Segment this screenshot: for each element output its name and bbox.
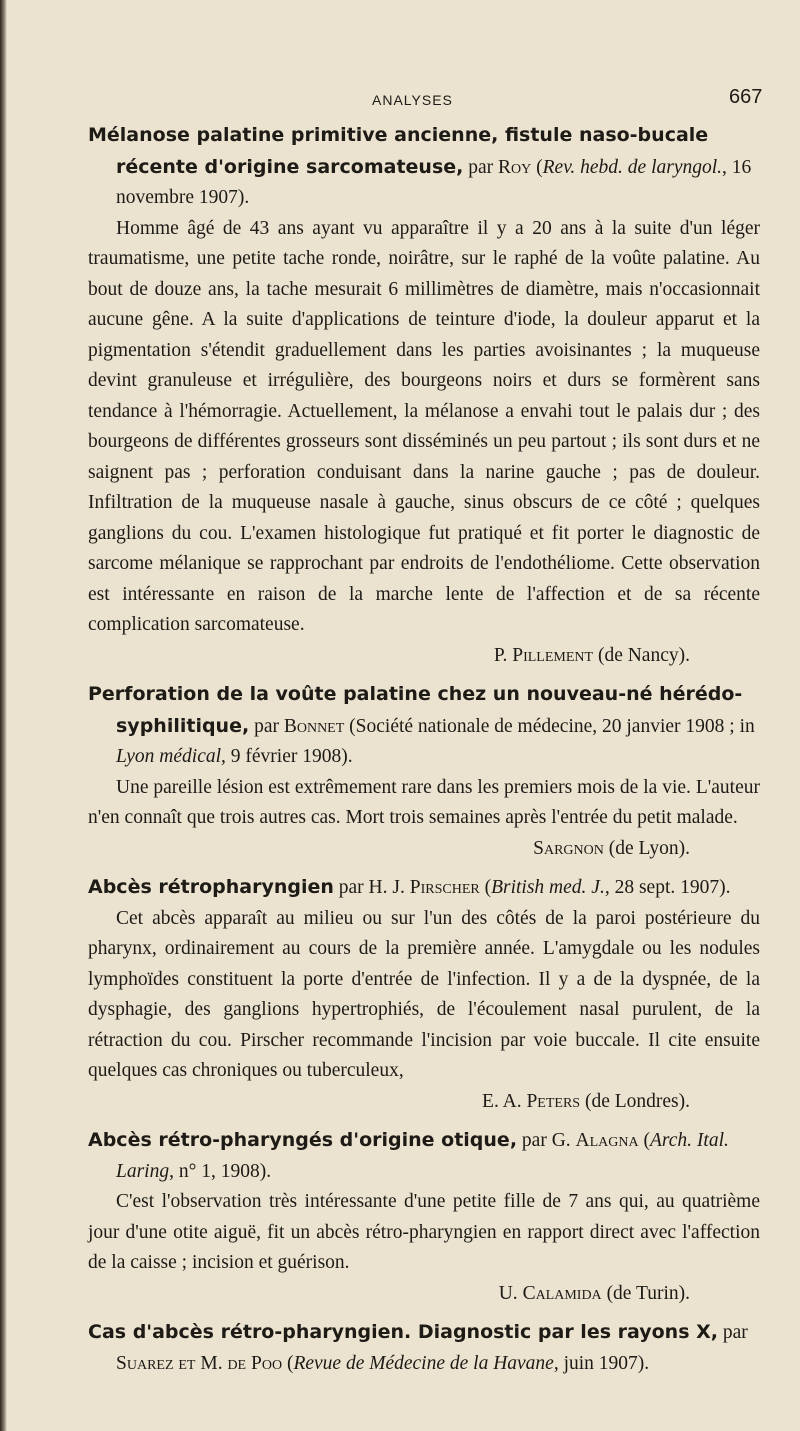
page-header [0,84,800,114]
citation-open: ( [643,1130,650,1151]
article-heading [88,679,760,773]
article-author: Pirscher [409,877,480,898]
article-heading [88,120,760,214]
article-author: Suarez et M. de Poo [116,1352,283,1374]
citation-open: ( [536,156,543,178]
article-by: par H. J. [338,877,405,898]
citation-open: (Société nationale de médecine, 20 janvier 1908 ; in [349,715,755,737]
signature-place: (de Lyon). [608,837,690,859]
article-heading [88,1317,760,1379]
journal-name: Lyon médical [116,746,222,767]
signature-prefix: E. A. [482,1090,522,1112]
signature-prefix: U. [498,1282,518,1304]
article-melanose [88,120,760,671]
article-author: Alagna [575,1130,639,1151]
article-title: Cas d'abcès rétro-pharyngien. Diagnostic par les rayons X, [88,1321,718,1343]
article-signature [88,834,760,865]
article-heading [88,872,760,904]
article-body: Homme âgé de 43 ans ayant vu apparaître il y a 20 ans à la suite d'un léger traumatisme, une petite tache ronde, noirâtre, sur le raphé de la voûte palatine. Au bout de douze ans, la tache mesurait 6 millimètres de diamètre, mais n'occasionnait aucune gêne. A la suite d'applications de teinture d'iode, la douleur apparut et la pigmentation s'étendit graduellement dans les parties avoisinantes ; la muqueuse devint granuleuse et irrégulière, des bourgeons noirs et durs se formèrent sans tendance à l'hémorragie. Actuellement, la mélanose a envahi tout le palais dur ; des bourgeons de différentes grosseurs sont disséminés un peu partout ; ils sont durs et ne saignent pas ; perforation conduisant dans la narine gauche ; pas de douleur. Infiltration de la muqueuse nasale à gauche, sinus obscurs de ce côté ; quelques ganglions du cou. L'examen histologique fut pratiqué et fit porter le diagnostic de sarcome mélanique se rapprochant par endroits de l'endothéliome. Cette observation est intéressante en raison de la marche lente de l'affection et de sa récente complication sarcomateuse. [88,217,760,635]
signature-place: (de Nancy). [597,644,690,666]
signature-prefix: P. [493,644,508,666]
article-body: Cet abcès apparaît au milieu ou sur l'un des côtés de la paroi postérieure du pharynx, ordinairement au cours de la première année. L'amygdale ou les nodules lymphoïdes constituent la porte d'entrée de l'infection. Il y a de la dyspnée, de la dysphagie, des ganglions hypertrophiés, de l'écoulement nasal purulent, de la rétraction du cou. Pirscher recommande l'incision par voie buccale. Il cite ensuite quelques cas chroniques ou tuberculeux, [88,907,760,1081]
citation-open: ( [286,1352,294,1374]
citation-rest: , 9 février 1908). [221,746,353,767]
journal-name: Rev. hebd. de laryngol. [542,156,723,178]
article-by: par G. [521,1130,571,1151]
page-content [88,120,760,1387]
article-by: par [468,156,494,178]
signature-name: Sargnon [533,837,604,859]
article-body: Une pareille lésion est extrêmement rare dans les premiers mois de la vie. L'auteur n'en connaît que trois autres cas. Mort trois semaines après l'entrée du petit malade. [88,776,760,828]
article-signature [88,1279,760,1310]
signature-name: Peters [526,1090,581,1112]
citation-rest: , juin 1907). [553,1352,650,1374]
article-heading [88,1125,760,1187]
page-edge-shadow [0,0,7,1431]
citation-rest: , 16 novembre 1907). [116,156,752,208]
article-rayons-x [88,1317,760,1379]
signature-name: Calamida [522,1282,602,1304]
article-title: Mélanose palatine primitive ancienne, fistule naso-bucale récente d'origine sarcomateuse, [88,124,709,178]
article-by: par [722,1322,748,1343]
article-author: Roy [498,156,532,178]
journal-name: British med. J. [491,877,605,898]
article-title: Abcès rétro-pharyngés d'origine otique, [88,1129,518,1151]
signature-name: Pillement [512,644,594,666]
citation-open: ( [484,877,492,898]
article-title: Abcès rétropharyngien [88,876,334,898]
article-perforation [88,679,760,864]
article-signature [88,1087,760,1118]
article-signature [88,641,760,672]
citation-rest: , 28 sept. 1907). [604,877,731,898]
article-title: Perforation de la voûte palatine chez un nouveau-né hérédo-syphilitique, [88,683,743,737]
article-body: C'est l'observation très intéressante d'une petite fille de 7 ans qui, au quatrième jour d'une otite aiguë, fit un abcès rétro-pharyngien en rapport direct avec l'affection de la caisse ; incision et guérison. [88,1191,760,1273]
article-abces-retropharyngien [88,872,760,1117]
running-title: ANALYSES [372,92,453,108]
journal-name: Arch. Ital. Laring [116,1130,729,1182]
page-number: 667 [729,86,763,108]
journal-name: Revue de Médecine de la Havane [293,1352,554,1374]
signature-place: (de Londres). [584,1090,690,1112]
citation-rest: , n° 1, 1908). [169,1160,272,1182]
signature-place: (de Turin). [606,1282,690,1304]
article-by: par [254,715,279,737]
article-abces-otique [88,1125,760,1309]
article-author: Bonnet [283,715,345,737]
